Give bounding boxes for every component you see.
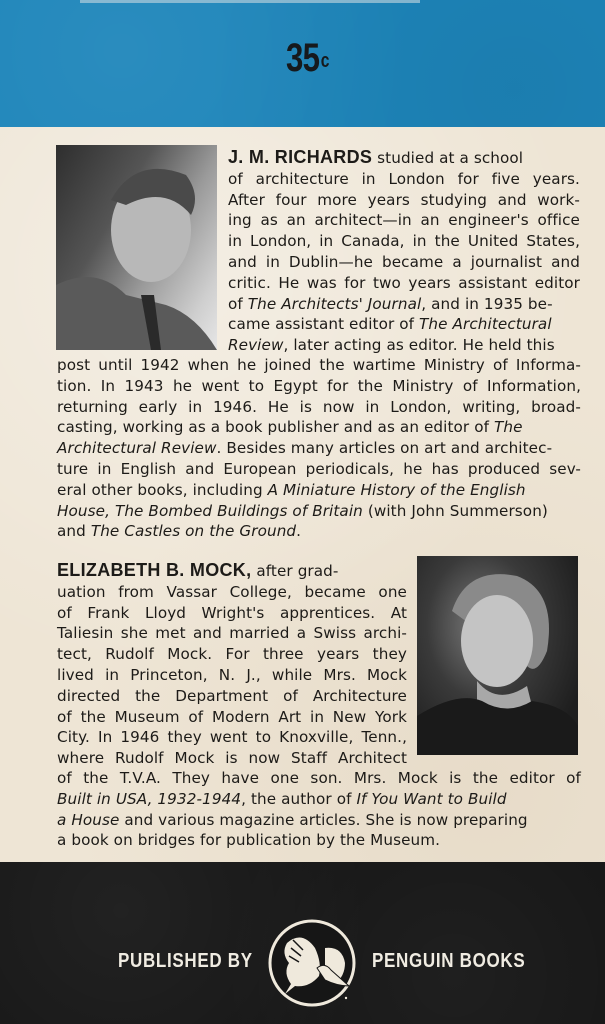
book-title: Architectural Review (57, 439, 217, 458)
price-unit: c (320, 50, 329, 72)
book-title: A Miniature History of the English (267, 480, 526, 499)
price-value: 35 (286, 36, 320, 80)
bio-text: tion. In 1943 he went to Egypt for the Ministry of Information, (57, 376, 581, 395)
book-title: The (493, 418, 523, 437)
richards-portrait-photo (56, 145, 217, 350)
bio-text: returning early in 1946. He is now in London, writing, broad- (57, 397, 581, 416)
book-title: If You Want to Build (356, 789, 507, 808)
bio-text: a book on bridges for publication by the Museum. (57, 831, 441, 850)
bio-text: eral other books, including (57, 480, 268, 499)
bio-text: of architecture in London for five years. (228, 169, 580, 188)
bio-text: of Frank Lloyd Wright's apprentices. At (57, 603, 407, 622)
bio-text: critic. He was for two years assistant editor (228, 273, 580, 292)
bio-text: tect, Rudolf Mock. For three years they (57, 645, 407, 664)
bio-text: , later acting as editor. He held this (283, 336, 555, 355)
bio-text: and (57, 522, 91, 541)
bio-text: of the T.V.A. They have one son. Mrs. Mock is the editor of (57, 769, 581, 787)
bio-text: and in Dublin—he became a journalist and (228, 252, 580, 271)
bio-text: City. In 1946 they went to Knoxville, Tenn., (57, 728, 407, 747)
mock-name: ELIZABETH B. MOCK, (57, 560, 252, 580)
bio-text: post until 1942 when he joined the wartime Ministry of Informa- (57, 356, 581, 374)
bio-text: . (296, 522, 302, 541)
book-title: Review (228, 336, 284, 355)
bio-text: Taliesin she met and married a Swiss archi- (57, 624, 407, 643)
worn-edge (80, 0, 420, 3)
richards-bio-top (228, 147, 580, 356)
bio-text: of (228, 294, 248, 313)
book-title: House, The Bombed Buildings of Britain (57, 501, 363, 520)
bio-text: casting, working as a book publisher and as an editor of (57, 418, 494, 437)
price-label (286, 36, 329, 81)
bio-text: ing as an architect—in an engineer's office (228, 211, 580, 230)
richards-name: J. M. RICHARDS (228, 147, 373, 167)
bio-text: . Besides many articles on art and architec- (216, 439, 553, 458)
richards-bio-bottom (57, 355, 581, 542)
bio-text: uation from Vassar College, became one (57, 582, 407, 601)
richards-portrait-icon (56, 145, 217, 350)
bio-text: directed the Department of Architecture (57, 686, 407, 705)
bio-text: , and in 1935 be- (421, 294, 553, 313)
published-by-label: PUBLISHED BY (118, 950, 253, 972)
bio-text: studied at a school (372, 149, 524, 167)
publisher-name: PENGUIN BOOKS (372, 950, 526, 972)
book-title: a House (57, 810, 120, 829)
mock-portrait-icon (417, 556, 578, 755)
bio-text: where Rudolf Mock is now Staff Architect (57, 749, 407, 768)
book-title: Built in USA, 1932-1944 (57, 789, 242, 808)
book-title: The Architectural (419, 315, 552, 334)
pelican-logo-icon (267, 918, 357, 1008)
bio-text: of the Museum of Modern Art in New York (57, 707, 407, 726)
book-title: The Castles on the Ground (90, 522, 297, 541)
mock-bio-top (57, 560, 407, 769)
bio-text: and various magazine articles. She is now preparing (119, 810, 528, 829)
bio-text: in London, in Canada, in the United States, (228, 232, 580, 251)
bio-text: lived in Princeton, N. J., while Mrs. Mock (57, 665, 407, 684)
bio-text: (with John Summerson) (362, 501, 548, 520)
mock-bio-bottom (57, 768, 581, 851)
book-title: The Architects' Journal (247, 294, 422, 313)
bio-text: ture in English and European periodicals, he has produced sev- (57, 459, 581, 478)
bio-text: came assistant editor of (228, 315, 420, 334)
bio-text: After four more years studying and work- (228, 190, 580, 209)
bio-text: , the author of (241, 789, 357, 808)
bio-text: after grad- (251, 562, 339, 580)
mock-portrait-photo (417, 556, 578, 755)
